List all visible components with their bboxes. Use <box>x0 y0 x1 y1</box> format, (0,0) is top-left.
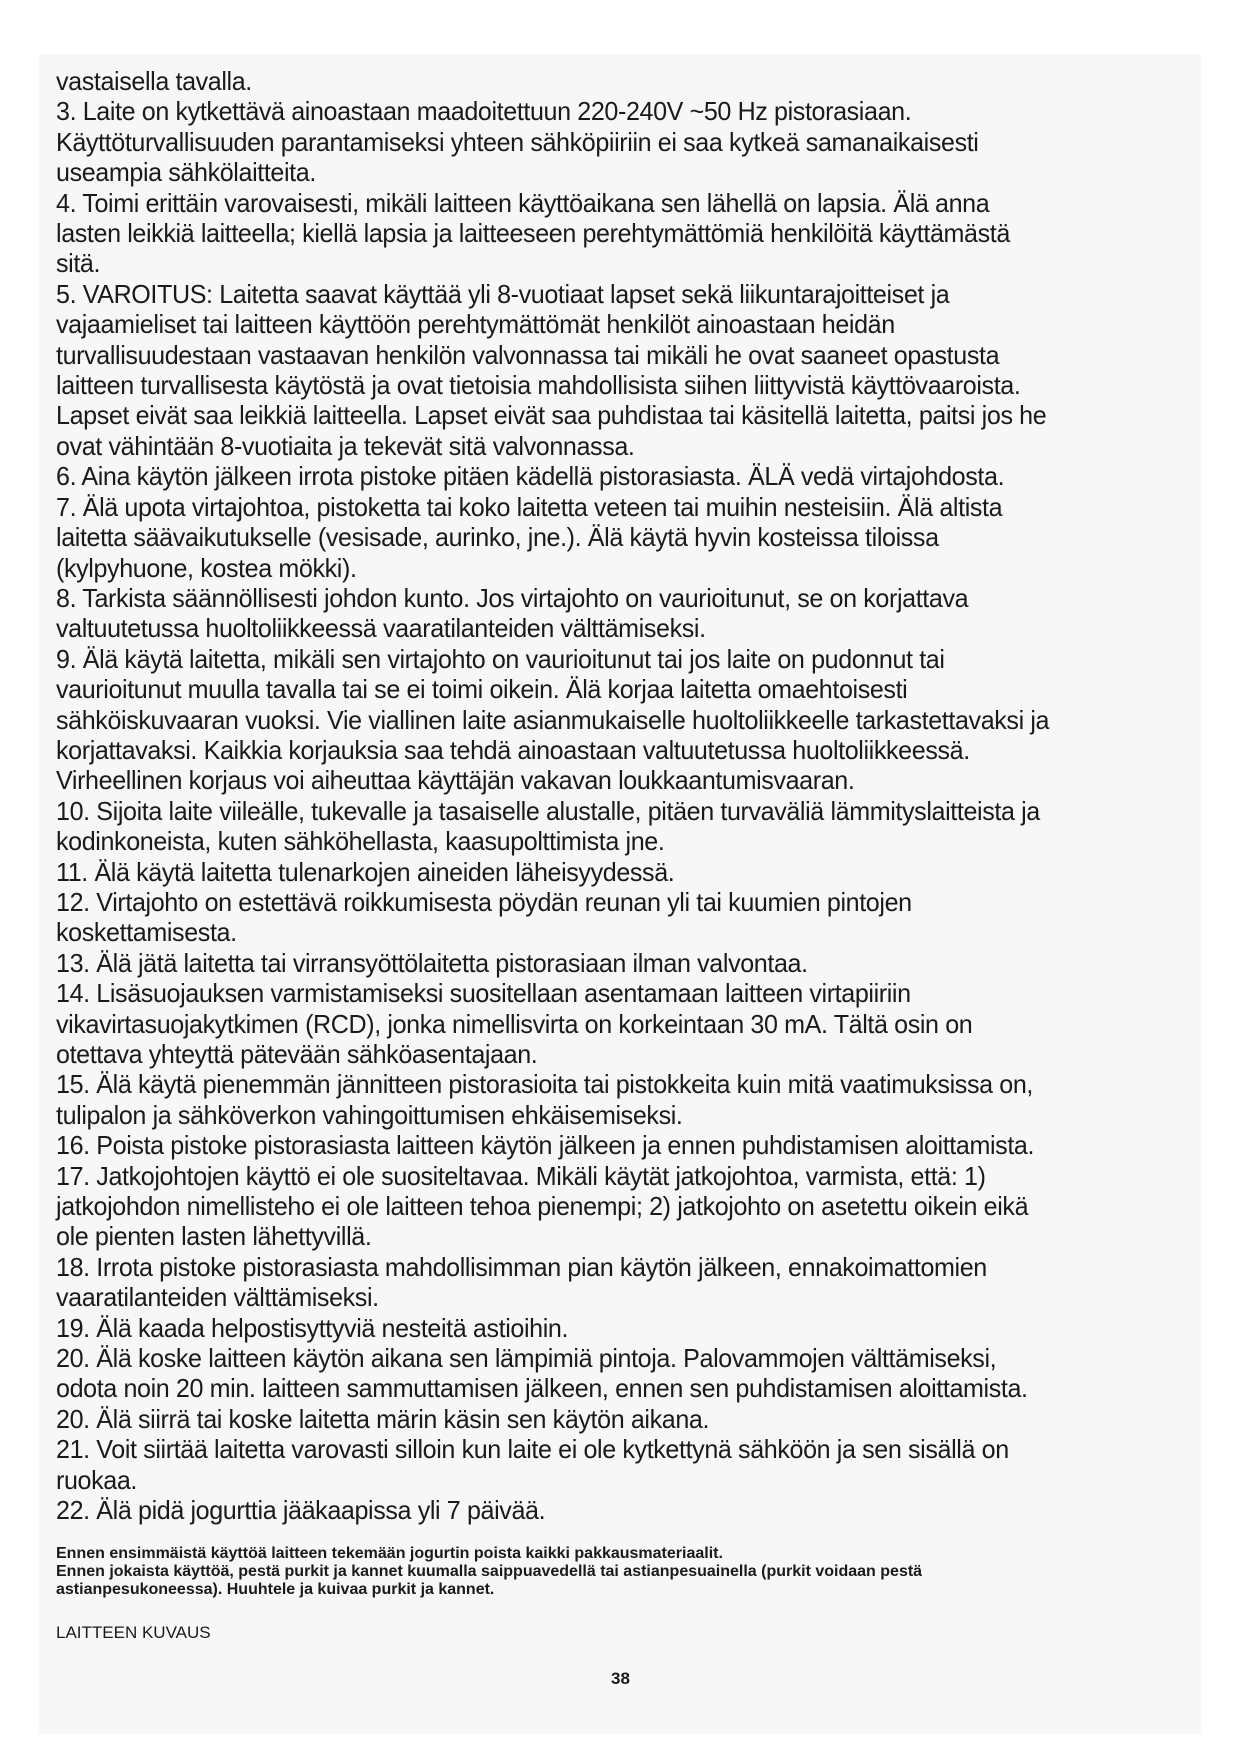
text-line: tulipalon ja sähköverkon vahingoittumisen ehkäisemiseksi. <box>56 1099 683 1130</box>
text-line: 4. Toimi erittäin varovaisesti, mikäli laitteen käyttöaikana sen lähellä on lapsia. Älä anna <box>56 187 990 218</box>
text-line: 8. Tarkista säännöllisesti johdon kunto. Jos virtajohto on vaurioitunut, se on korjattava <box>56 582 969 613</box>
text-line: 18. Irrota pistoke pistorasiasta mahdollisimman pian käytön jälkeen, ennakoimattomien <box>56 1251 987 1282</box>
text-line: laitetta säävaikutukselle (vesisade, aurinko, jne.). Älä käytä hyvin kosteissa tiloissa <box>56 522 939 553</box>
text-line: 10. Sijoita laite viileälle, tukevalle ja tasaiselle alustalle, pitäen turvaväliä lämmityslaitteista ja <box>56 795 1040 826</box>
text-line: Lapset eivät saa leikkiä laitteella. Lapset eivät saa puhdistaa tai käsitellä laitetta, paitsi jos he <box>56 400 1047 431</box>
text-line: 21. Voit siirtää laitetta varovasti silloin kun laite ei ole kytkettynä sähköön ja sen sisällä on <box>56 1434 1009 1465</box>
text-line: laitteen turvallisesta käytöstä ja ovat tietoisia mahdollisista siihen liittyvistä käyttövaaroista. <box>56 370 1021 401</box>
text-line: 22. Älä pidä jogurttia jääkaapissa yli 7 päivää. <box>56 1495 546 1526</box>
text-line: 17. Jatkojohtojen käyttö ei ole suositeltavaa. Mikäli käytät jatkojohtoa, varmista, että: 1) <box>56 1160 986 1191</box>
text-line: vajaamieliset tai laitteen käyttöön perehtymättömät henkilöt ainoastaan heidän <box>56 309 895 340</box>
text-line: 5. VAROITUS: Laitetta saavat käyttää yli 8-vuotiaat lapset sekä liikuntarajoitteiset ja <box>56 278 950 309</box>
text-line: valtuutetussa huoltoliikkeessä vaaratilanteiden välttämiseksi. <box>56 613 706 644</box>
text-line: sitä. <box>56 248 101 279</box>
text-line: 16. Poista pistoke pistorasiasta laitteen käytön jälkeen ja ennen puhdistamisen aloittamista. <box>56 1130 1035 1161</box>
safety-instructions <box>56 66 1156 1526</box>
text-line: 11. Älä käytä laitetta tulenarkojen aineiden läheisyydessä. <box>56 856 675 887</box>
text-line: turvallisuudestaan vastaavan henkilön valvonnassa tai mikäli he ovat saaneet opastusta <box>56 339 1000 370</box>
text-line: 19. Älä kaada helpostisyttyviä nesteitä astioihin. <box>56 1312 569 1343</box>
text-line: useampia sähkölaitteita. <box>56 157 316 188</box>
text-line: 9. Älä käytä laitetta, mikäli sen virtajohto on vaurioitunut tai jos laite on pudonnut tai <box>56 643 945 674</box>
text-line: Virheellinen korjaus voi aiheuttaa käyttäjän vakavan loukkaantumisvaaran. <box>56 765 855 796</box>
text-line: vastaisella tavalla. <box>56 66 252 96</box>
text-line: 20. Älä siirrä tai koske laitetta märin käsin sen käytön aikana. <box>56 1403 710 1434</box>
text-line: jatkojohdon nimellisteho ei ole laitteen tehoa pienempi; 2) jatkojohto on asetettu oikein eikä <box>56 1191 1029 1222</box>
text-line: Käyttöturvallisuuden parantamiseksi yhteen sähköpiiriin ei saa kytkeä samanaikaisesti <box>56 126 979 157</box>
text-line: vaaratilanteiden välttämiseksi. <box>56 1282 379 1313</box>
preparation-notes <box>56 1545 1156 1599</box>
text-line: 13. Älä jätä laitetta tai virransyöttölaitetta pistorasiaan ilman valvontaa. <box>56 947 808 978</box>
text-line: kodinkoneista, kuten sähköhellasta, kaasupolttimista jne. <box>56 826 665 857</box>
text-line: (kylpyhuone, kostea mökki). <box>56 552 357 583</box>
text-line: ole pienten lasten lähettyvillä. <box>56 1221 372 1252</box>
text-line: 15. Älä käytä pienemmän jännitteen pistorasioita tai pistokkeita kuin mitä vaatimuksissa on, <box>56 1069 1033 1100</box>
text-line: lasten leikkiä laitteella; kiellä lapsia ja laitteeseen perehtymättömiä henkilöitä käyttämästä <box>56 218 1010 249</box>
text-line: vaurioitunut muulla tavalla tai se ei toimi oikein. Älä korjaa laitetta omaehtoisesti <box>56 674 908 705</box>
text-line: 6. Aina käytön jälkeen irrota pistoke pitäen kädellä pistorasiasta. ÄLÄ vedä virtajohdosta. <box>56 461 1005 492</box>
text-line: ovat vähintään 8-vuotiaita ja tekevät sitä valvonnassa. <box>56 430 635 461</box>
text-line: sähköiskuvaaran vuoksi. Vie viallinen laite asianmukaiselle huoltoliikkeelle tarkastettavaksi ja <box>56 704 1050 735</box>
text-line: 3. Laite on kytkettävä ainoastaan maadoitettuun 220-240V ~50 Hz pistorasiaan. <box>56 96 912 127</box>
text-line: koskettamisesta. <box>56 917 237 948</box>
text-line: odota noin 20 min. laitteen sammuttamisen jälkeen, ennen sen puhdistamisen aloittamista. <box>56 1373 1028 1404</box>
section-heading: LAITTEEN KUVAUS <box>56 1623 211 1642</box>
note-line: Ennen ensimmäistä käyttöä laitteen tekemään jogurtin poista kaikki pakkausmateriaalit. <box>56 1545 723 1562</box>
note-line: astianpesukoneessa). Huuhtele ja kuivaa purkit ja kannet. <box>56 1581 495 1598</box>
page-number: 38 <box>611 1669 630 1688</box>
text-line: ruokaa. <box>56 1464 137 1495</box>
text-line: 12. Virtajohto on estettävä roikkumisesta pöydän reunan yli tai kuumien pintojen <box>56 886 912 917</box>
text-line: 20. Älä koske laitteen käytön aikana sen lämpimiä pintoja. Palovammojen välttämiseksi, <box>56 1343 997 1374</box>
text-line: korjattavaksi. Kaikkia korjauksia saa tehdä ainoastaan valtuutetussa huoltoliikkeessä. <box>56 734 970 765</box>
text-line: otettava yhteyttä pätevään sähköasentajaan. <box>56 1039 538 1069</box>
note-line: Ennen jokaista käyttöä, pestä purkit ja kannet kuumalla saippuavedellä tai astianpesuainella (purkit voidaan pestä <box>56 1563 923 1580</box>
text-line: 7. Älä upota virtajohtoa, pistoketta tai koko laitetta veteen tai muihin nesteisiin. Älä altista <box>56 491 1003 522</box>
text-line: 14. Lisäsuojauksen varmistamiseksi suositellaan asentamaan laitteen virtapiiriin <box>56 978 911 1009</box>
text-line: vikavirtasuojakytkimen (RCD), jonka nimellisvirta on korkeintaan 30 mA. Tältä osin on <box>56 1008 973 1039</box>
